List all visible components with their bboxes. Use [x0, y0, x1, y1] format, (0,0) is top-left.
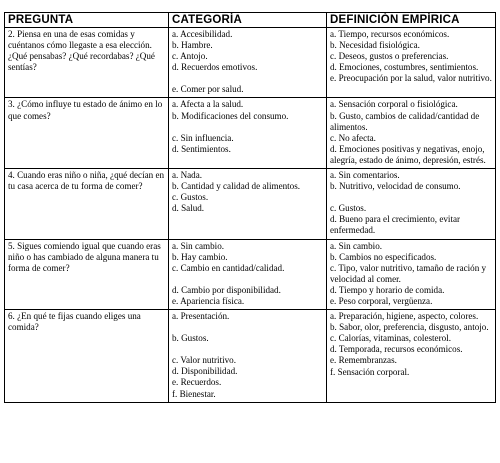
- definition-item: c. No afecta.: [330, 132, 376, 143]
- definition-item: a. Sin cambio.: [330, 240, 383, 251]
- definition-cell: [327, 98, 496, 169]
- table-row: [5, 310, 496, 403]
- definition-item: a. Tiempo, recursos económicos.: [330, 29, 450, 39]
- definition-item: c. Tipo, valor nutritivo, tamaño de ración y velocidad al comer.: [330, 262, 487, 284]
- definition-item: b. Necesidad fisiológica.: [330, 40, 420, 51]
- header-definicion: DEFINICIÓN EMPÍRICA: [327, 13, 496, 28]
- category-item: a. Sin cambio.: [172, 240, 225, 251]
- definition-item: d. Emociones positivas y negativas, enojo, alegría, estado de ánimo, depresión, estrés.: [330, 143, 486, 165]
- definition-item: b. Cambios no especificados.: [330, 251, 437, 262]
- category-cell: [169, 28, 327, 98]
- definition-item: a. Sensación corporal o fisiológica.: [330, 99, 458, 110]
- category-item: a. Nada.: [172, 170, 203, 181]
- table-row: [5, 28, 496, 98]
- definition-item: a. Preparación, higiene, aspecto, colores.: [330, 311, 479, 322]
- header-categoria: CATEGORÍA: [169, 13, 327, 28]
- table-row: [5, 239, 496, 310]
- definition-item: e. Remembranzas.: [330, 355, 397, 366]
- question-cell: 3. ¿Cómo influye tu estado de ánimo en lo que comes?: [5, 98, 169, 169]
- definition-item: d. Bueno para el crecimiento, evitar enfermedad.: [330, 214, 461, 236]
- table-row: [5, 169, 496, 239]
- definition-cell: [327, 169, 496, 239]
- category-item: c. Cambio en cantidad/calidad.: [172, 262, 285, 273]
- definition-cell: [327, 28, 496, 98]
- question-cell: 6. ¿En qué te fijas cuando eliges una comida?: [5, 310, 169, 403]
- category-item: a. Presentación.: [172, 311, 230, 322]
- definition-item: c. Gustos.: [330, 203, 367, 214]
- definition-item: d. Emociones, costumbres, sentimientos.: [330, 62, 479, 73]
- category-cell: [169, 239, 327, 310]
- definition-item: b. Nutritivo, velocidad de consumo.: [330, 181, 461, 192]
- category-item: e. Recuerdos.: [172, 377, 222, 388]
- header-pregunta: PREGUNTA: [5, 13, 169, 28]
- table-row: [5, 98, 496, 169]
- category-cell: [169, 310, 327, 403]
- definition-item: c. Calorías, vitaminas, colesterol.: [330, 333, 451, 344]
- category-item: e. Comer por salud.: [172, 84, 244, 95]
- category-item: b. Hay cambio.: [172, 251, 228, 262]
- category-item: c. Antojo.: [172, 51, 208, 62]
- question-cell: 4. Cuando eras niño o niña, ¿qué decían en tu casa acerca de tu forma de comer?: [5, 169, 169, 239]
- category-cell: [169, 169, 327, 239]
- category-item: c. Gustos.: [172, 192, 209, 203]
- definition-item: a. Sin comentarios.: [330, 170, 400, 181]
- definition-cell: [327, 310, 496, 403]
- category-item: b. Cantidad y calidad de alimentos.: [172, 181, 301, 192]
- category-item: d. Salud.: [172, 203, 205, 214]
- category-item: d. Cambio por disponibilidad.: [172, 284, 281, 295]
- category-item: d. Sentimientos.: [172, 143, 231, 154]
- category-item: c. Sin influencia.: [172, 132, 234, 143]
- category-item: e. Apariencia física.: [172, 295, 245, 306]
- definition-item: c. Deseos, gustos o preferencias.: [330, 51, 449, 62]
- definition-item: d. Tiempo y horario de comida.: [330, 284, 445, 295]
- category-item: f. Bienestar.: [172, 388, 216, 399]
- header-row: [5, 13, 496, 28]
- category-cell: [169, 98, 327, 169]
- category-item: b. Hambre.: [172, 40, 213, 51]
- questions-table: [4, 12, 496, 403]
- category-item: b. Modificaciones del consumo.: [172, 110, 289, 121]
- definition-item: b. Sabor, olor, preferencia, disgusto, antojo.: [330, 322, 489, 333]
- definition-item: d. Temporada, recursos económicos.: [330, 344, 463, 355]
- question-cell: 5. Sigues comiendo igual que cuando eras niño o has cambiado de alguna manera tu forma de comer?: [5, 239, 169, 310]
- definition-item: e. Preocupación por la salud, valor nutritivo.: [330, 73, 492, 84]
- category-item: a. Accesibilidad.: [172, 29, 233, 39]
- definition-item: f. Sensación corporal.: [330, 366, 410, 377]
- definition-item: e. Peso corporal, vergüenza.: [330, 295, 433, 306]
- category-item: a. Afecta a la salud.: [172, 99, 244, 110]
- category-item: d. Disponibilidad.: [172, 366, 238, 377]
- definition-item: b. Gusto, cambios de calidad/cantidad de alimentos.: [330, 110, 480, 132]
- category-item: c. Valor nutritivo.: [172, 355, 236, 366]
- category-item: b. Gustos.: [172, 333, 209, 344]
- question-cell: 2. Piensa en una de esas comidas y cuéntanos cómo llegaste a esa elección. ¿Qué pensabas? ¿Qué recordabas? ¿Qué sentías?: [5, 28, 169, 98]
- category-item: d. Recuerdos emotivos.: [172, 62, 258, 73]
- definition-cell: [327, 239, 496, 310]
